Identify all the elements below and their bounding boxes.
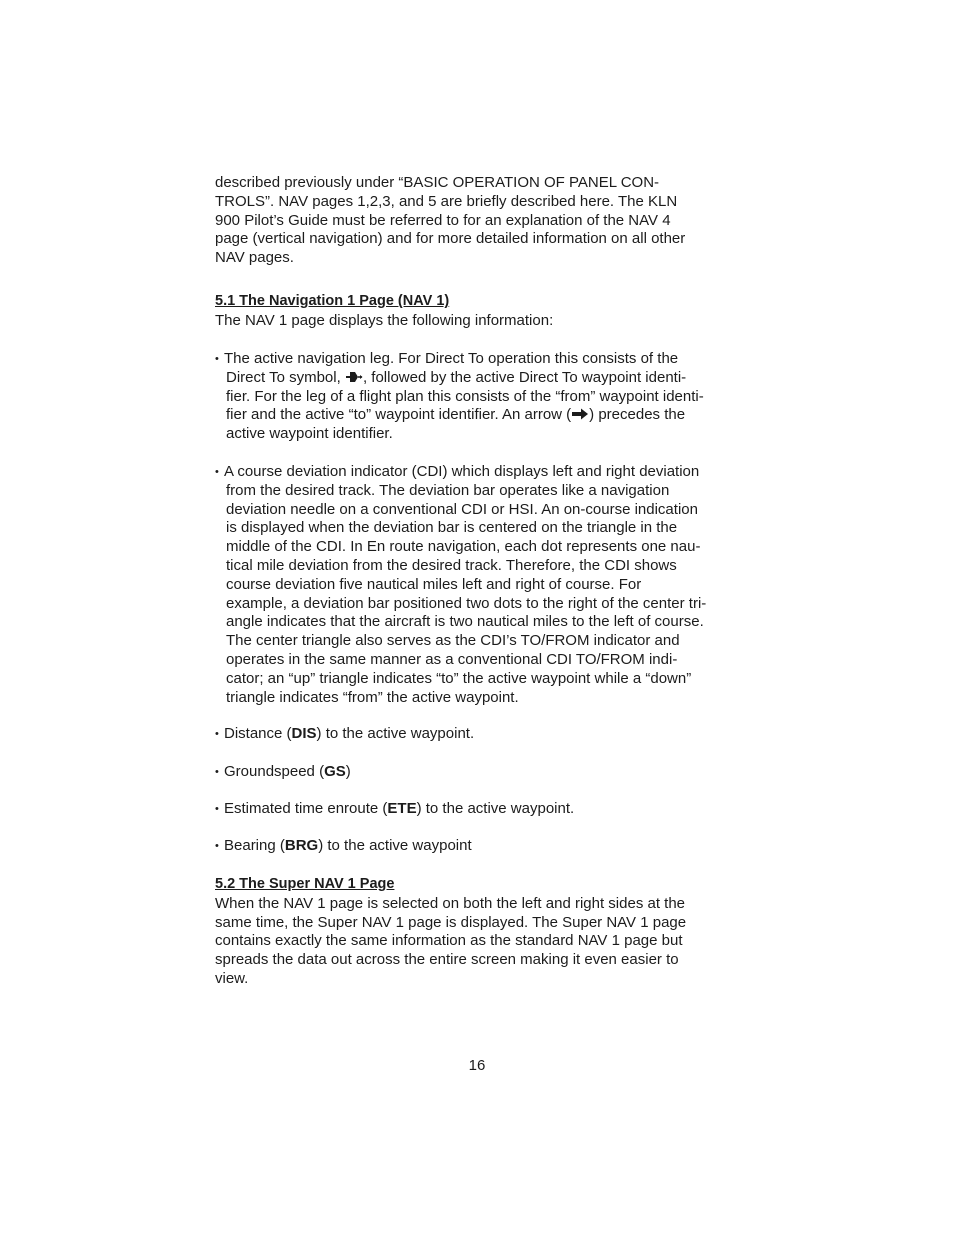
section-line: contains exactly the same information as the standard NAV 1 page but	[215, 932, 683, 950]
bullet-line: middle of the CDI. In En route navigation, each dot represents one nau-	[226, 538, 701, 556]
section-heading: 5.2 The Super NAV 1 Page	[215, 876, 395, 892]
bullet-line: tical mile deviation from the desired track. Therefore, the CDI shows	[226, 556, 677, 574]
bullet-line: cator; an “up” triangle indicates “to” the active waypoint while a “down”	[226, 669, 692, 687]
term-dis: DIS	[291, 725, 317, 742]
bullet-line: operates in the same manner as a conventional CDI TO/FROM indi-	[226, 650, 678, 668]
bullet-cdi	[215, 463, 745, 707]
bullet-line: angle indicates that the aircraft is two nautical miles to the left of course.	[226, 613, 704, 631]
bullet-line: fier and the active “to” waypoint identifier. An arrow ( ) precedes the	[226, 406, 686, 424]
section-line: view.	[215, 969, 249, 987]
bullet-line: Direct To symbol, , followed by the active Direct To waypoint identi-	[226, 368, 687, 386]
intro-line: NAV pages.	[215, 249, 294, 267]
bullet-dot: •	[215, 840, 219, 852]
section-line: spreads the data out across the entire screen making it even easier to	[215, 951, 679, 969]
intro-paragraph	[215, 174, 745, 268]
bullet-line: fier. For the leg of a flight plan this consists of the “from” waypoint identi-	[226, 387, 704, 405]
bullet-line: course deviation five nautical miles left and right of course. For	[226, 575, 642, 593]
intro-line: TROLS”. NAV pages 1,2,3, and 5 are briefly described here. The KLN	[215, 192, 678, 210]
direct-to-icon	[345, 371, 363, 383]
intro-line: described previously under “BASIC OPERATION OF PANEL CON-	[215, 174, 660, 191]
intro-line: 900 Pilot’s Guide must be referred to for an explanation of the NAV 4	[215, 211, 671, 229]
intro-line: page (vertical navigation) and for more detailed information on all other	[215, 230, 686, 248]
bullet-line: • Bearing (BRG) to the active waypoint	[215, 837, 472, 854]
bullet-active-leg	[215, 350, 745, 444]
term-ete: ETE	[387, 800, 417, 817]
bullet-bearing	[215, 837, 745, 856]
bullet-line: is displayed when the deviation bar is centered on the triangle in the	[226, 519, 678, 537]
bullet-line: deviation needle on a conventional CDI or HSI. An on-course indication	[226, 500, 698, 518]
section-5-1	[215, 292, 745, 331]
bullet-line: • A course deviation indicator (CDI) which displays left and right deviation	[215, 463, 700, 480]
section-5-2	[215, 875, 745, 989]
bullet-line: from the desired track. The deviation bar operates like a navigation	[226, 481, 670, 499]
bullet-line: • Groundspeed (GS)	[215, 763, 351, 780]
section-line: When the NAV 1 page is selected on both the left and right sides at the	[215, 894, 686, 912]
term-gs: GS	[324, 763, 346, 780]
bullet-dot: •	[215, 353, 219, 365]
bullet-ete	[215, 800, 745, 819]
bullet-line: example, a deviation bar positioned two dots to the right of the center tri-	[226, 594, 707, 612]
bullet-line: • Estimated time enroute (ETE) to the active waypoint.	[215, 800, 575, 817]
bullet-groundspeed	[215, 763, 745, 782]
term-brg: BRG	[284, 837, 319, 854]
bullet-dot: •	[215, 803, 219, 815]
bullet-dot: •	[215, 766, 219, 778]
section-heading: 5.1 The Navigation 1 Page (NAV 1)	[215, 293, 450, 309]
right-arrow-icon	[571, 408, 589, 420]
bullet-dot: •	[215, 728, 219, 740]
section-lead: The NAV 1 page displays the following information:	[215, 311, 554, 329]
page-number: 16	[468, 1057, 486, 1074]
bullet-line: • The active navigation leg. For Direct To operation this consists of the	[215, 350, 679, 367]
bullet-line: active waypoint identifier.	[226, 425, 393, 443]
bullet-line: The center triangle also serves as the CDI’s TO/FROM indicator and	[226, 632, 680, 650]
bullet-distance	[215, 725, 745, 744]
bullet-dot: •	[215, 466, 219, 478]
bullet-line: • Distance (DIS) to the active waypoint.	[215, 725, 475, 742]
bullet-line: triangle indicates “from” the active waypoint.	[226, 688, 519, 706]
section-line: same time, the Super NAV 1 page is displayed. The Super NAV 1 page	[215, 913, 687, 931]
